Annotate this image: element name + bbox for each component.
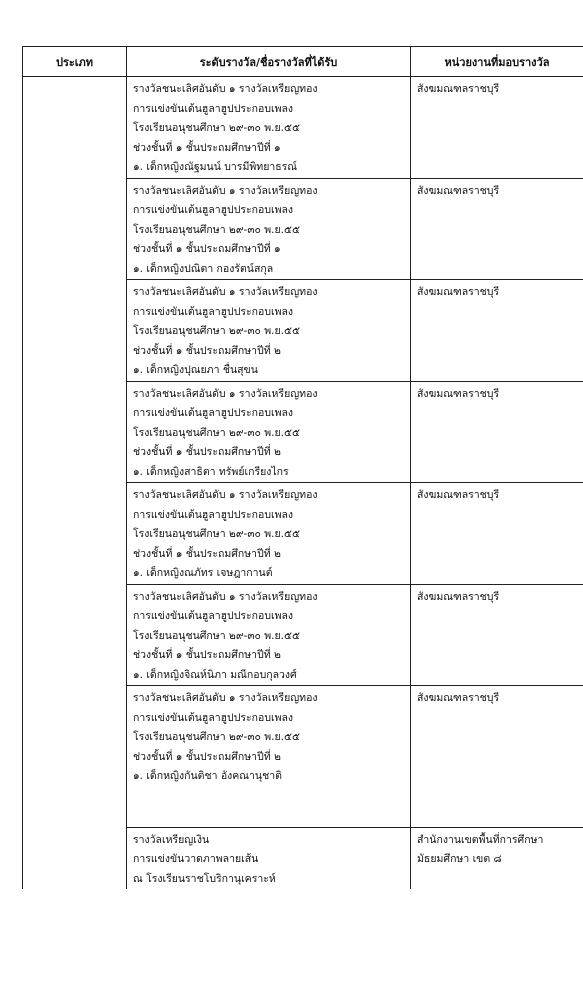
agency-cell bbox=[411, 827, 583, 889]
award-line: รางวัลชนะเลิศอันดับ ๑ รางวัลเหรียญทอง bbox=[133, 184, 318, 197]
table-row bbox=[23, 381, 583, 483]
category-cell bbox=[23, 827, 127, 889]
award-line: ๑. เด็กหญิงปุณยภา ชื่นสุขน bbox=[133, 364, 258, 376]
award-line: การแข่งขันเต้นฮูลาฮูปประกอบเพลง bbox=[133, 204, 294, 216]
table-row bbox=[23, 77, 583, 179]
award-cell bbox=[127, 827, 411, 889]
award-line: โรงเรียนอนุชนศึกษา ๒๙-๓๐ พ.ย.๕๕ bbox=[133, 528, 300, 540]
table-row bbox=[23, 178, 583, 280]
award-cell bbox=[127, 483, 411, 585]
award-line: ช่วงชั้นที่ ๑ ชั้นประถมศึกษาปีที่ ๒ bbox=[133, 446, 281, 458]
award-line: โรงเรียนอนุชนศึกษา ๒๙-๓๐ พ.ย.๕๕ bbox=[133, 122, 300, 134]
award-line: ณ โรงเรียนราชโบริกานุเคราะห์ bbox=[133, 872, 276, 885]
agency-line: สังฆมณฑลราชบุรี bbox=[417, 184, 500, 197]
award-cell bbox=[127, 178, 411, 280]
agency-line: สังฆมณฑลราชบุรี bbox=[417, 489, 500, 501]
award-cell bbox=[127, 77, 411, 179]
award-line: การแข่งขันเต้นฮูลาฮูปประกอบเพลง bbox=[133, 711, 294, 724]
award-line: ๑. เด็กหญิงปณิตา กองรัตน์สกุล bbox=[133, 262, 274, 275]
award-line: โรงเรียนอนุชนศึกษา ๒๙-๓๐ พ.ย.๕๕ bbox=[133, 629, 300, 642]
agency-cell bbox=[411, 280, 583, 382]
award-line: ๑. เด็กหญิงสาธิตา ทรัพย์เกรียงไกร bbox=[133, 465, 289, 478]
award-line: ช่วงชั้นที่ ๑ ชั้นประถมศึกษาปีที่ ๑ bbox=[133, 141, 281, 154]
award-line: ช่วงชั้นที่ ๑ ชั้นประถมศึกษาปีที่ ๑ bbox=[133, 243, 281, 255]
award-cell bbox=[127, 381, 411, 483]
agency-cell bbox=[411, 483, 583, 585]
header-row bbox=[23, 47, 583, 77]
table-row bbox=[23, 686, 583, 828]
award-line: การแข่งขันเต้นฮูลาฮูปประกอบเพลง bbox=[133, 508, 294, 521]
agency-line: สังฆมณฑลราชบุรี bbox=[417, 83, 500, 95]
award-line: โรงเรียนอนุชนศึกษา ๒๙-๓๐ พ.ย.๕๕ bbox=[133, 325, 300, 337]
award-line: โรงเรียนอนุชนศึกษา ๒๙-๓๐ พ.ย.๕๕ bbox=[133, 223, 300, 236]
header-award: ระดับรางวัล/ชื่อรางวัลที่ได้รับ bbox=[127, 47, 411, 77]
header-category: ประเภท bbox=[23, 47, 127, 77]
award-line: ๑. เด็กหญิงกันติชา อังคณานุชาติ bbox=[133, 770, 282, 782]
award-line: การแข่งขันวาดภาพลายเส้น bbox=[133, 853, 259, 865]
award-line: ๑. เด็กหญิงณภัทร เจษฎากานต์ bbox=[133, 567, 273, 579]
award-line: รางวัลชนะเลิศอันดับ ๑ รางวัลเหรียญทอง bbox=[133, 286, 318, 298]
agency-cell bbox=[411, 381, 583, 483]
award-line: รางวัลชนะเลิศอันดับ ๑ รางวัลเหรียญทอง bbox=[133, 387, 318, 400]
table-row bbox=[23, 280, 583, 382]
agency-line: สำนักงานเขตพื้นที่การศึกษา bbox=[417, 833, 544, 846]
agency-cell bbox=[411, 77, 583, 179]
category-cell bbox=[23, 483, 127, 585]
award-line: ช่วงชั้นที่ ๑ ชั้นประถมศึกษาปีที่ ๒ bbox=[133, 344, 281, 357]
table-row bbox=[23, 584, 583, 686]
agency-line: มัธยมศึกษา เขต ๘ bbox=[417, 853, 502, 865]
award-line: การแข่งขันเต้นฮูลาฮูปประกอบเพลง bbox=[133, 407, 294, 419]
award-line: ๑. เด็กหญิงจิณห์นิภา มณีกอบกุลวงศ์ bbox=[133, 668, 297, 681]
award-line: ช่วงชั้นที่ ๑ ชั้นประถมศึกษาปีที่ ๒ bbox=[133, 750, 281, 763]
award-line: รางวัลชนะเลิศอันดับ ๑ รางวัลเหรียญทอง bbox=[133, 83, 318, 95]
agency-line: สังฆมณฑลราชบุรี bbox=[417, 286, 500, 298]
award-cell bbox=[127, 686, 411, 828]
agency-line: สังฆมณฑลราชบุรี bbox=[417, 590, 500, 603]
table-row bbox=[23, 483, 583, 585]
category-cell bbox=[23, 178, 127, 280]
agency-cell bbox=[411, 584, 583, 686]
category-cell bbox=[23, 686, 127, 828]
award-line: โรงเรียนอนุชนศึกษา ๒๙-๓๐ พ.ย.๕๕ bbox=[133, 426, 300, 439]
category-cell bbox=[23, 584, 127, 686]
agency-line: สังฆมณฑลราชบุรี bbox=[417, 387, 500, 400]
agency-cell bbox=[411, 686, 583, 828]
award-line: การแข่งขันเต้นฮูลาฮูปประกอบเพลง bbox=[133, 305, 294, 318]
award-line: รางวัลชนะเลิศอันดับ ๑ รางวัลเหรียญทอง bbox=[133, 489, 318, 501]
category-cell bbox=[23, 77, 127, 179]
award-cell bbox=[127, 584, 411, 686]
award-line: การแข่งขันเต้นฮูลาฮูปประกอบเพลง bbox=[133, 102, 294, 115]
award-cell bbox=[127, 280, 411, 382]
award-line: รางวัลชนะเลิศอันดับ ๑ รางวัลเหรียญทอง bbox=[133, 692, 318, 704]
category-cell bbox=[23, 381, 127, 483]
award-line: โรงเรียนอนุชนศึกษา ๒๙-๓๐ พ.ย.๕๕ bbox=[133, 731, 300, 743]
table-body bbox=[23, 77, 583, 890]
award-line: ช่วงชั้นที่ ๑ ชั้นประถมศึกษาปีที่ ๒ bbox=[133, 649, 281, 661]
awards-table bbox=[22, 46, 583, 889]
table-row bbox=[23, 827, 583, 889]
header-agency: หน่วยงานที่มอบรางวัล bbox=[411, 47, 583, 77]
award-line: การแข่งขันเต้นฮูลาฮูปประกอบเพลง bbox=[133, 610, 294, 622]
category-cell bbox=[23, 280, 127, 382]
agency-cell bbox=[411, 178, 583, 280]
agency-line: สังฆมณฑลราชบุรี bbox=[417, 692, 500, 704]
award-line: รางวัลชนะเลิศอันดับ ๑ รางวัลเหรียญทอง bbox=[133, 590, 318, 603]
award-line: ช่วงชั้นที่ ๑ ชั้นประถมศึกษาปีที่ ๒ bbox=[133, 547, 281, 560]
award-line: รางวัลเหรียญเงิน bbox=[133, 833, 210, 846]
award-line: ๑. เด็กหญิงณัฐมนน์ บารมีพิทยาธรณ์ bbox=[133, 161, 298, 173]
